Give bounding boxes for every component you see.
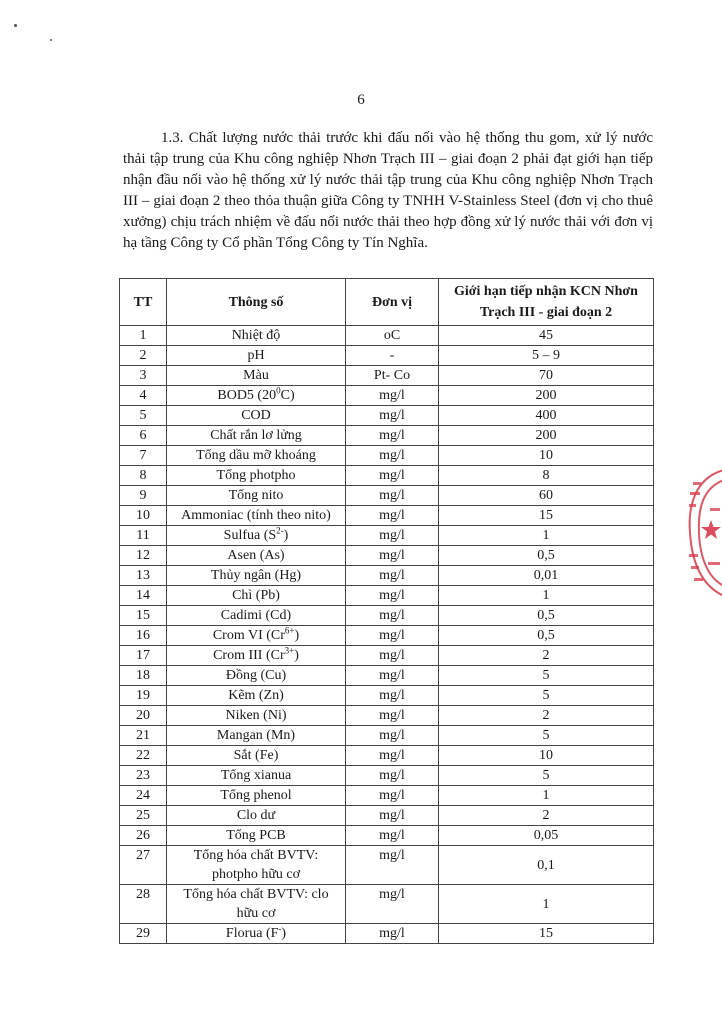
- cell-limit: 1: [439, 885, 654, 924]
- cell-limit: 70: [439, 366, 654, 386]
- table-row: [120, 426, 654, 446]
- table-row: [120, 726, 654, 746]
- cell-unit: mg/l: [346, 726, 439, 746]
- param-superscript: 3+: [284, 645, 295, 656]
- table-row: [120, 326, 654, 346]
- cell-tt: 17: [120, 646, 167, 666]
- table-row: [120, 806, 654, 826]
- table-row: [120, 766, 654, 786]
- cell-param: [167, 566, 346, 586]
- cell-limit: 1: [439, 786, 654, 806]
- cell-limit: 400: [439, 406, 654, 426]
- cell-limit: 5 – 9: [439, 346, 654, 366]
- cell-unit: mg/l: [346, 546, 439, 566]
- cell-tt: 29: [120, 924, 167, 944]
- cell-unit: mg/l: [346, 606, 439, 626]
- cell-unit: mg/l: [346, 466, 439, 486]
- section-paragraph: [123, 128, 653, 254]
- cell-tt: 18: [120, 666, 167, 686]
- cell-unit: mg/l: [346, 924, 439, 944]
- cell-unit: mg/l: [346, 826, 439, 846]
- param-suffix: C): [280, 388, 295, 403]
- param-superscript: -: [278, 923, 282, 934]
- cell-limit: 15: [439, 506, 654, 526]
- param-text: Cadimi (Cd): [220, 608, 292, 623]
- cell-tt: 14: [120, 586, 167, 606]
- param-text: Ammoniac (tính theo nito): [181, 508, 331, 523]
- cell-unit: mg/l: [346, 646, 439, 666]
- cell-param: [167, 386, 346, 406]
- cell-unit: -: [346, 346, 439, 366]
- param-text: Florua (F: [225, 926, 279, 941]
- cell-tt: 28: [120, 885, 167, 924]
- param-superscript: 2-: [276, 525, 284, 536]
- param-text: Clo dư: [236, 808, 276, 823]
- cell-tt: 21: [120, 726, 167, 746]
- cell-unit: mg/l: [346, 486, 439, 506]
- param-text: Sulfua (S: [223, 528, 277, 543]
- table-row: [120, 526, 654, 546]
- header-tt: TT: [120, 279, 167, 326]
- cell-tt: 8: [120, 466, 167, 486]
- cell-limit: 5: [439, 686, 654, 706]
- cell-param: [167, 666, 346, 686]
- cell-unit: mg/l: [346, 526, 439, 546]
- cell-tt: 1: [120, 326, 167, 346]
- cell-tt: 10: [120, 506, 167, 526]
- cell-limit: 2: [439, 706, 654, 726]
- cell-limit: 1: [439, 586, 654, 606]
- cell-param: [167, 326, 346, 346]
- param-superscript: 0: [276, 385, 281, 396]
- table-row: [120, 846, 654, 885]
- cell-unit: Pt- Co: [346, 366, 439, 386]
- param-text: Chất rắn lơ lửng: [210, 428, 302, 443]
- cell-limit: 0,05: [439, 826, 654, 846]
- cell-unit: mg/l: [346, 766, 439, 786]
- wastewater-limits-table: [119, 278, 654, 944]
- param-text: Tổng hóa chất BVTV: clo hữu cơ: [183, 887, 329, 921]
- table-row: [120, 466, 654, 486]
- cell-tt: 11: [120, 526, 167, 546]
- param-text: Tổng phenol: [220, 788, 292, 803]
- cell-unit: mg/l: [346, 426, 439, 446]
- param-suffix: ): [294, 648, 299, 663]
- cell-tt: 24: [120, 786, 167, 806]
- cell-limit: 8: [439, 466, 654, 486]
- cell-unit: mg/l: [346, 446, 439, 466]
- cell-unit: mg/l: [346, 626, 439, 646]
- cell-limit: 0,01: [439, 566, 654, 586]
- cell-unit: mg/l: [346, 706, 439, 726]
- scan-speck: [50, 39, 52, 41]
- cell-limit: 1: [439, 526, 654, 546]
- cell-limit: 5: [439, 766, 654, 786]
- table-row: [120, 346, 654, 366]
- cell-param: [167, 506, 346, 526]
- cell-unit: mg/l: [346, 406, 439, 426]
- cell-param: [167, 426, 346, 446]
- param-text: Kẽm (Zn): [228, 688, 284, 703]
- cell-unit: mg/l: [346, 586, 439, 606]
- cell-unit: mg/l: [346, 885, 439, 924]
- cell-limit: 200: [439, 386, 654, 406]
- table-row: [120, 386, 654, 406]
- table-row: [120, 626, 654, 646]
- table-row: [120, 506, 654, 526]
- cell-limit: 10: [439, 446, 654, 466]
- cell-limit: 2: [439, 646, 654, 666]
- cell-unit: mg/l: [346, 806, 439, 826]
- cell-param: [167, 526, 346, 546]
- cell-param: [167, 726, 346, 746]
- cell-tt: 4: [120, 386, 167, 406]
- table-row: [120, 666, 654, 686]
- table-row: [120, 746, 654, 766]
- table-header-row: [120, 279, 654, 326]
- cell-param: [167, 846, 346, 885]
- table-row: [120, 366, 654, 386]
- cell-tt: 13: [120, 566, 167, 586]
- page-number: 6: [357, 92, 365, 108]
- cell-param: [167, 366, 346, 386]
- cell-limit: 45: [439, 326, 654, 346]
- param-suffix: ): [283, 528, 289, 543]
- cell-unit: mg/l: [346, 566, 439, 586]
- cell-tt: 9: [120, 486, 167, 506]
- table-row: [120, 546, 654, 566]
- cell-tt: 2: [120, 346, 167, 366]
- param-suffix: ): [281, 926, 287, 941]
- cell-param: [167, 746, 346, 766]
- cell-limit: 0,5: [439, 606, 654, 626]
- cell-tt: 12: [120, 546, 167, 566]
- param-suffix: ): [294, 628, 300, 643]
- table-row: [120, 786, 654, 806]
- param-text: Màu: [243, 368, 269, 383]
- cell-limit: 60: [439, 486, 654, 506]
- cell-param: [167, 885, 346, 924]
- cell-param: [167, 826, 346, 846]
- param-text: Tổng nito: [228, 488, 284, 503]
- cell-param: [167, 766, 346, 786]
- cell-unit: mg/l: [346, 686, 439, 706]
- table-row: [120, 924, 654, 944]
- table-body: [120, 326, 654, 944]
- param-text: Đồng (Cu): [225, 668, 287, 683]
- param-text: pH: [247, 348, 265, 363]
- cell-param: [167, 806, 346, 826]
- param-text: COD: [241, 408, 271, 423]
- cell-limit: 200: [439, 426, 654, 446]
- paragraph-text: 1.3. Chất lượng nước thải trước khi đấu nối vào hệ thống thu gom, xử lý nước thải tập trung của Khu công nghiệp Nhơn Trạch III – giai đoạn 2 phải đạt giới hạn tiếp nhận đầu nối vào hệ thống xử lý nước thải tập trung của Khu công nghiệp Nhơn Trạch III – giai đoạn 2 theo thỏa thuận giữa Công ty TNHH V-Stainless Steel (đơn vị cho thuê xưởng) chịu trách nhiệm về đấu nối nước thải theo hợp đồng xử lý nước thải với đơn vị hạ tầng Công ty Cổ phần Tổng Công ty Tín Nghĩa.: [123, 130, 653, 251]
- table-row: [120, 406, 654, 426]
- cell-unit: mg/l: [346, 666, 439, 686]
- param-text: Crom VI (Cr: [212, 628, 285, 643]
- param-text: Tổng xianua: [220, 768, 292, 783]
- param-text: Nhiệt độ: [231, 328, 281, 343]
- cell-limit: 5: [439, 666, 654, 686]
- table-row: [120, 566, 654, 586]
- table-row: [120, 586, 654, 606]
- cell-tt: 15: [120, 606, 167, 626]
- table-row: [120, 646, 654, 666]
- cell-param: [167, 606, 346, 626]
- table-row: [120, 606, 654, 626]
- cell-limit: 0,1: [439, 846, 654, 885]
- header-limit: Giới hạn tiếp nhận KCN Nhơn Trạch III - giai đoạn 2: [439, 279, 654, 326]
- cell-limit: 0,5: [439, 626, 654, 646]
- table-row: [120, 446, 654, 466]
- cell-param: [167, 446, 346, 466]
- param-text: Asen (As): [227, 548, 285, 563]
- header-unit: Đơn vị: [346, 279, 439, 326]
- red-seal-stamp: [684, 468, 722, 598]
- param-text: Chì (Pb): [232, 588, 280, 603]
- table-row: [120, 706, 654, 726]
- param-text: Crom III (Cr: [213, 648, 285, 663]
- cell-param: [167, 706, 346, 726]
- cell-limit: 10: [439, 746, 654, 766]
- table-row: [120, 686, 654, 706]
- cell-tt: 6: [120, 426, 167, 446]
- cell-param: [167, 586, 346, 606]
- cell-tt: 26: [120, 826, 167, 846]
- cell-tt: 5: [120, 406, 167, 426]
- cell-unit: mg/l: [346, 786, 439, 806]
- table-row: [120, 885, 654, 924]
- cell-tt: 19: [120, 686, 167, 706]
- cell-param: [167, 346, 346, 366]
- cell-param: [167, 646, 346, 666]
- cell-limit: 5: [439, 726, 654, 746]
- cell-param: [167, 466, 346, 486]
- param-text: Tổng photpho: [216, 468, 296, 483]
- cell-tt: 25: [120, 806, 167, 826]
- param-superscript: 6+: [284, 625, 295, 636]
- cell-tt: 3: [120, 366, 167, 386]
- cell-param: [167, 686, 346, 706]
- cell-param: [167, 406, 346, 426]
- cell-param: [167, 546, 346, 566]
- param-text: BOD5 (20: [217, 388, 277, 403]
- param-text: Thủy ngân (Hg): [210, 568, 302, 583]
- cell-limit: 2: [439, 806, 654, 826]
- param-text: Niken (Ni): [225, 708, 287, 723]
- cell-tt: 22: [120, 746, 167, 766]
- cell-unit: mg/l: [346, 506, 439, 526]
- param-text: Sắt (Fe): [233, 748, 279, 763]
- header-param: Thông số: [167, 279, 346, 326]
- cell-tt: 20: [120, 706, 167, 726]
- scan-speck: [14, 24, 17, 27]
- cell-unit: mg/l: [346, 846, 439, 885]
- cell-param: [167, 786, 346, 806]
- cell-tt: 27: [120, 846, 167, 885]
- cell-tt: 23: [120, 766, 167, 786]
- param-text: Mangan (Mn): [216, 728, 296, 743]
- table-row: [120, 486, 654, 506]
- cell-param: [167, 626, 346, 646]
- param-text: Tổng hóa chất BVTV: photpho hữu cơ: [193, 848, 319, 882]
- cell-tt: 7: [120, 446, 167, 466]
- cell-unit: mg/l: [346, 746, 439, 766]
- table-row: [120, 826, 654, 846]
- cell-unit: mg/l: [346, 386, 439, 406]
- cell-limit: 15: [439, 924, 654, 944]
- cell-param: [167, 924, 346, 944]
- param-text: Tổng PCB: [226, 828, 286, 843]
- param-text: Tổng dầu mỡ khoáng: [196, 448, 316, 463]
- cell-limit: 0,5: [439, 546, 654, 566]
- cell-tt: 16: [120, 626, 167, 646]
- cell-param: [167, 486, 346, 506]
- cell-unit: oC: [346, 326, 439, 346]
